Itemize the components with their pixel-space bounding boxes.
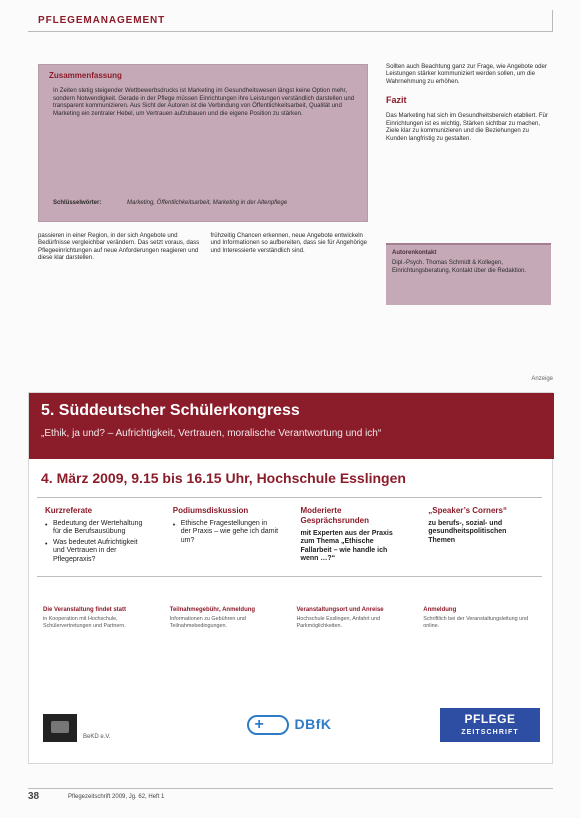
sponsor-logos <box>37 697 546 752</box>
main-text-right: frühzeitig Chancen erkennen, neue Angebote entwickeln und Informationen so aufbereiten, dass sie für Angehörige und Interessierte verständlich sind. <box>210 232 368 254</box>
page-header <box>28 10 553 32</box>
author-contact-label: Autorenkontakt <box>392 250 437 256</box>
bullet-icon <box>45 522 49 537</box>
bullet-icon <box>45 541 49 565</box>
ad-small-title-1: Die Veranstaltung findet statt <box>43 607 127 613</box>
berlin-logo-text: BeKD e.V. <box>83 734 111 741</box>
ad-col-heading-3: Moderierte Gesprächsrunden <box>300 506 369 525</box>
author-contact-text: Dipl.-Psych. Thomas Schmidt & Kollegen, Einrichtungsberatung, Kontakt über die Redaktion. <box>392 260 527 274</box>
ad-col-list-1 <box>45 520 151 565</box>
ad-subtitle: „Ethik, ja und? – Aufrichtigkeit, Vertrauen, moralische Verantwortung und ich“ <box>41 428 382 439</box>
keywords-label: Schlüsselwörter: <box>53 200 102 206</box>
ad-bullet-text-1: Bedeutung der Wertehaltung für die Berufsausübung <box>53 519 143 536</box>
header-rule <box>552 10 553 32</box>
bullet-icon <box>173 522 177 546</box>
author-contact-card <box>386 243 551 305</box>
main-text-left: passieren in einer Region, in der sich Angebote und Bedürfnisse vergleichbar verändern. Das setzt voraus, dass Pflegeeinrichtungen auf neue Anforderungen reagieren und diese klar darstellen. <box>38 232 200 262</box>
page-footer <box>28 788 553 804</box>
page-number: 38 <box>28 791 40 802</box>
main-text-columns <box>38 232 373 320</box>
ad-col-text-3: mit Experten aus der Praxis zum Thema „Ethische Fallarbeit – wie handle ich wenn …?“ <box>300 529 393 563</box>
ad-bullet-3 <box>173 520 279 546</box>
ad-date: 4. März 2009, 9.15 bis 16.15 Uhr, Hochschule Esslingen <box>41 470 406 486</box>
ad-hint: Anzeige <box>531 376 553 382</box>
ad-small-title-3: Veranstaltungsort und Anreise <box>296 607 384 613</box>
dbfk-logo <box>247 708 357 742</box>
summary-title: Zusammenfassung <box>49 71 122 80</box>
ad-block <box>28 392 553 764</box>
ad-col-heading-1: Kurzreferate <box>45 506 93 515</box>
right-paragraph-1: Sollten auch Beachtung ganz zur Frage, wie Angebote oder Leistungen stärker kommuniziert werden sollen, um die Wahrnehmung zu erhöhen. <box>386 63 547 85</box>
pflege-zeitschrift-logo <box>440 708 540 742</box>
ad-small-text-4: Schriftlich bei der Veranstaltungsleitung und online. <box>423 616 529 629</box>
ad-col-heading-2: Podiumsdiskussion <box>172 506 249 515</box>
ad-small-2 <box>170 607 287 677</box>
pflege-word: PFLEGE <box>464 711 516 726</box>
ad-header <box>29 393 554 459</box>
ad-small-4 <box>423 607 540 677</box>
right-paragraph-2: Das Marketing hat sich im Gesundheitsbereich etabliert. Für Einrichtungen ist es wichtig, Stärken sichtbar zu machen, Ziele klar zu kommunizieren und die Beziehungen zu Kunden langfristig zu gestalten. <box>386 112 548 142</box>
ad-small-3 <box>297 607 414 677</box>
ad-col-list-2 <box>173 520 279 546</box>
ad-bullet-1 <box>45 520 151 537</box>
dbfk-word: DBfK <box>294 715 332 732</box>
ad-col-podiumsdiskussion <box>165 498 287 576</box>
ad-small-1 <box>43 607 160 677</box>
keywords-value: Marketing, Öffentlichkeitsarbeit, Marketing in der Altenpflege <box>127 200 288 206</box>
ad-small-text-1: in Kooperation mit Hochschule, Schülervertretungen und Partnern. <box>43 616 126 629</box>
journal-citation: Pflegezeitschrift 2009, Jg. 62, Heft 1 <box>68 794 165 800</box>
ad-small-info <box>43 607 540 677</box>
ad-programme <box>37 497 542 577</box>
summary-box <box>38 64 368 222</box>
ad-bullet-2 <box>45 539 151 565</box>
header-title: PFLEGEMANAGEMENT <box>38 15 166 26</box>
fazit-heading: Fazit <box>386 95 407 106</box>
ad-col-kurzreferate <box>37 498 159 576</box>
ad-small-text-3: Hochschule Esslingen, Anfahrt und Parkmöglichkeiten. <box>296 616 381 629</box>
summary-body: In Zeiten stetig steigender Wettbewerbsdrucks ist Marketing im Gesundheitswesen längst keine Option mehr, sondern Notwendigkeit. Gerade in der Pflege müssen Einrichtungen ihre Leistungen verständlich darstellen und transparent kommunizieren. Aus Sicht der Autoren ist die Verbindung von Öffentlichkeitsarbeit, Qualität und Marketing ein zentraler Hebel, um Vertrauen aufzubauen und die eigene Position zu stärken. <box>53 87 355 117</box>
zeitschrift-word: ZEITSCHRIFT <box>461 728 519 736</box>
berlin-logo <box>43 708 163 742</box>
ad-small-text-2: Informationen zu Gebühren und Teilnahmebedingungen. <box>169 616 246 629</box>
ad-col-heading-4: „Speaker’s Corners“ <box>428 506 507 515</box>
berlin-logo-mark <box>43 714 77 742</box>
ad-col-speakers-corners <box>420 498 542 576</box>
ad-title: 5. Süddeutscher Schülerkongress <box>41 402 300 419</box>
ad-small-title-2: Teilnahmegebühr, Anmeldung <box>169 607 256 613</box>
ad-col-gespraechsrunden <box>293 498 415 576</box>
dbfk-icon <box>247 715 289 735</box>
ad-col-text-4: zu berufs-, sozial- und gesundheitspolitischen Themen <box>428 519 507 544</box>
ad-small-title-4: Anmeldung <box>423 607 457 613</box>
ad-bullet-text-3: Ethische Fragestellungen in der Praxis – wie gehe ich damit um? <box>180 519 279 544</box>
ad-bullet-text-2: Was bedeutet Aufrichtigkeit und Vertrauen in der Pflegepraxis? <box>53 538 138 563</box>
summary-keywords <box>53 200 359 207</box>
